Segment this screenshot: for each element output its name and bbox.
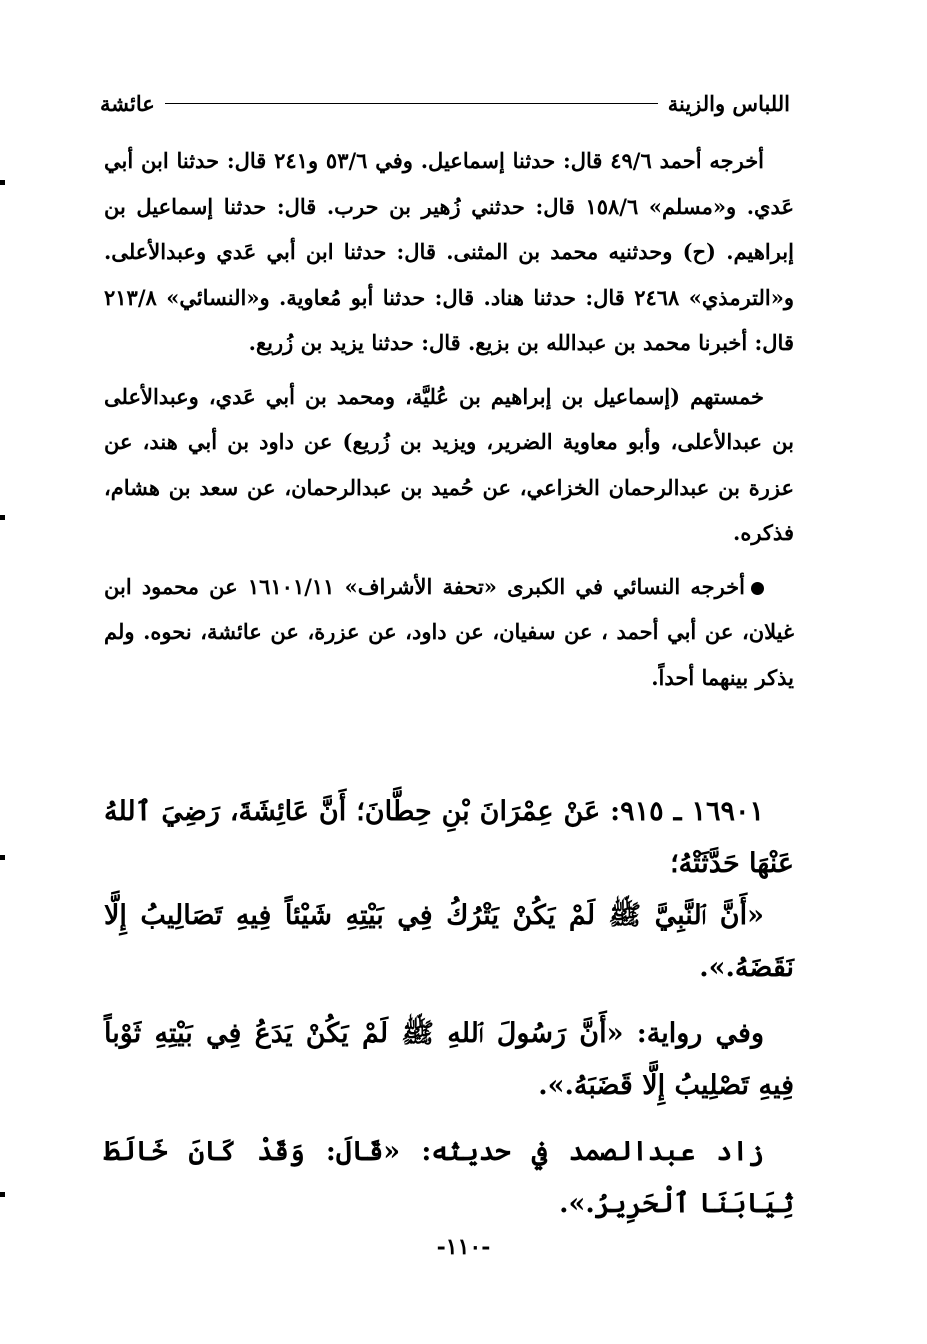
note-text: أخرجه النسائي في الكبرى «تحفة الأشراف» ١٦١٠١/١١ عن محمود ابن غيلان، عن أبي أحمد ، عن سفيان، عن داود، عن عزرة، عن عائشة، نحوه. ولم يذكر بينهما أحداً. <box>104 573 794 690</box>
running-header <box>100 86 790 120</box>
margin-mark <box>0 1192 5 1197</box>
note-paragraph <box>104 564 794 701</box>
hadith-paragraph: ١٦٩٠١ ـ ٩١٥: عَنْ عِمْرَانَ بْنِ حِطَّانَ؛ أَنَّ عَائِشَةَ، رَضِيَ ٱللهُ عَنْهَا حَدَّثَتْهُ؛ <box>104 796 794 879</box>
header-section: عائشة <box>100 90 155 116</box>
footnotes-block <box>104 138 794 700</box>
margin-mark <box>0 515 5 520</box>
margin-mark <box>0 180 5 185</box>
page-number: -١١٠- <box>436 1234 491 1260</box>
hadith-block <box>104 786 794 1230</box>
hadith-paragraph: زاد عبدالصمد في حديثه: «قَالَ: وَقَدْ كَانَ خَالَطَ ثِيَابَنَا ٱلْحَرِيرُ.». <box>104 1136 794 1219</box>
header-title: اللباس والزينة <box>667 90 790 116</box>
margin-mark <box>0 855 5 860</box>
header-rule <box>165 103 658 104</box>
hadith-paragraph: وفي رواية: «أَنَّ رَسُولَ ٱللهِ ﷺ لَمْ يَكُنْ يَدَعُ فِي بَيْتِهِ ثَوْباً فِيهِ تَصْلِيبُ إِلَّا قَضَبَهُ.». <box>104 1018 794 1101</box>
hadith-paragraph: «أَنَّ ٱلنَّبِيَّ ﷺ لَمْ يَكُنْ يَتْرُكُ فِي بَيْتِهِ شَيْئاً فِيهِ تَصَالِيبُ إِلَّا نَقَضَهُ.». <box>104 900 794 983</box>
note-paragraph: أخرجه أحمد ٤٩/٦ قال: حدثنا إسماعيل. وفي ٥٣/٦ و٢٤١ قال: حدثنا ابن أبي عَدي. و«مسلم» ١٥٨/٦ قال: حدثني زُهير بن حرب. قال: حدثنا إسماعيل بن إبراهيم. (ح) وحدثنيه محمد بن المثنى. قال: حدثنا ابن أبي عَدي وعبدالأعلى. و«الترمذي» ٢٤٦٨ قال: حدثنا هناد. قال: حدثنا أبو مُعاوية. و«النسائي» ٢١٣/٨ قال: أخبرنا محمد بن عبدالله بن بزيع. قال: حدثنا يزيد بن زُريع. <box>104 148 795 355</box>
bullet-icon <box>751 582 764 595</box>
note-paragraph: خمستهم (إسماعيل بن إبراهيم بن عُليَّة، ومحمد بن أبي عَدي، وعبدالأعلى بن عبدالأعلى، وأبو معاوية الضرير، ويزيد بن زُريع) عن داود بن أبي هند، عن عزرة بن عبدالرحمان الخزاعي، عن حُميد بن عبدالرحمان، عن سعد بن هشام، فذكره. <box>104 383 794 545</box>
